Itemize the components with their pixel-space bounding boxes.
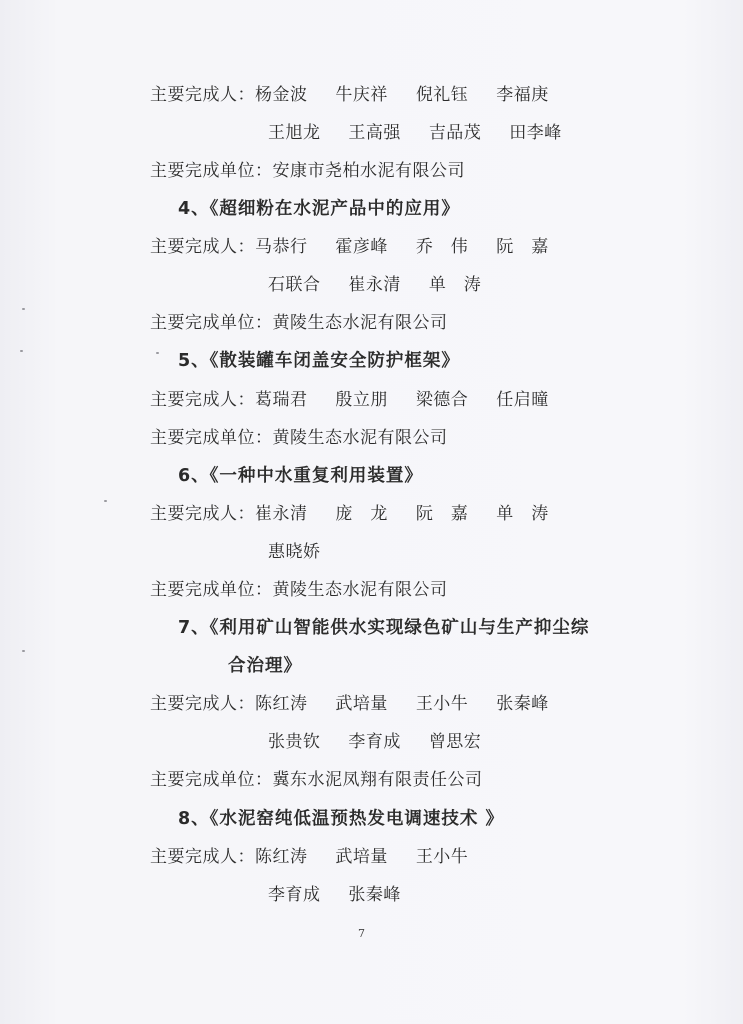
person-name: 曾思宏 xyxy=(428,732,482,752)
people-line xyxy=(150,693,571,715)
person-name: 梁德合 xyxy=(415,390,469,410)
unit-line xyxy=(150,769,483,791)
person-name: 崔永清 xyxy=(348,275,401,295)
person-name: 吉品茂 xyxy=(428,123,482,143)
person-name: 葛瑞君 xyxy=(255,390,308,410)
people-line-continued xyxy=(268,274,503,296)
project-title: 5、《散装罐车闭盖安全防护框架》 xyxy=(178,351,460,371)
people-line xyxy=(150,84,571,106)
person-name: 阮 嘉 xyxy=(415,504,469,524)
people-label: 主要完成人： xyxy=(150,390,255,410)
unit-name: 冀东水泥凤翔有限责任公司 xyxy=(272,770,483,790)
person-name: 单 涛 xyxy=(496,504,549,524)
unit-label: 主要完成单位： xyxy=(150,428,273,448)
project-title-continued: 合治理》 xyxy=(228,656,302,676)
unit-line xyxy=(150,160,465,182)
people-label: 主要完成人： xyxy=(150,85,255,105)
unit-line xyxy=(150,312,448,334)
people-line xyxy=(150,503,571,525)
person-name: 牛庆祥 xyxy=(335,85,388,105)
person-name: 崔永清 xyxy=(255,504,308,524)
person-name: 张贵钦 xyxy=(268,732,321,752)
unit-name: 安康市尧柏水泥有限公司 xyxy=(272,161,465,181)
unit-label: 主要完成单位： xyxy=(150,313,273,333)
person-name: 单 涛 xyxy=(428,275,482,295)
person-name: 任启曈 xyxy=(496,390,549,410)
scan-speck xyxy=(20,350,23,352)
people-line-continued xyxy=(268,884,423,906)
people-label: 主要完成人： xyxy=(150,694,255,714)
unit-label: 主要完成单位： xyxy=(150,770,273,790)
people-line-continued xyxy=(268,122,584,144)
person-name: 石联合 xyxy=(268,275,321,295)
people-line-continued xyxy=(268,541,343,563)
person-name: 王旭龙 xyxy=(268,123,321,143)
people-line xyxy=(150,846,490,868)
unit-label: 主要完成单位： xyxy=(150,161,273,181)
person-name: 张秦峰 xyxy=(496,694,549,714)
scan-speck xyxy=(22,308,25,310)
person-name: 杨金波 xyxy=(255,85,308,105)
person-name: 阮 嘉 xyxy=(496,237,549,257)
project-title: 4、《超细粉在水泥产品中的应用》 xyxy=(178,199,460,219)
people-line-continued xyxy=(268,731,503,753)
person-name: 武培量 xyxy=(335,847,388,867)
project-title: 6、《一种中水重复利用装置》 xyxy=(178,466,423,486)
project-title: 8、《水泥窑纯低温预热发电调速技术 》 xyxy=(178,809,505,829)
person-name: 霍彦峰 xyxy=(335,237,388,257)
person-name: 张秦峰 xyxy=(348,885,401,905)
person-name: 李育成 xyxy=(348,732,401,752)
scan-speck xyxy=(22,650,25,652)
person-name: 王小牛 xyxy=(415,694,469,714)
person-name: 陈红涛 xyxy=(255,847,308,867)
person-name: 马恭行 xyxy=(255,237,308,257)
person-name: 殷立朋 xyxy=(335,390,388,410)
project-title: 7、《利用矿山智能供水实现绿色矿山与生产抑尘综 xyxy=(178,618,590,638)
page-number: 7 xyxy=(358,927,365,940)
people-line xyxy=(150,389,571,411)
people-label: 主要完成人： xyxy=(150,847,255,867)
person-name: 陈红涛 xyxy=(255,694,308,714)
people-line xyxy=(150,236,571,258)
person-name: 惠晓娇 xyxy=(268,542,321,562)
unit-line xyxy=(150,427,448,449)
person-name: 庞 龙 xyxy=(335,504,388,524)
unit-name: 黄陵生态水泥有限公司 xyxy=(272,580,448,600)
person-name: 李福庚 xyxy=(496,85,549,105)
people-label: 主要完成人： xyxy=(150,504,255,524)
person-name: 李育成 xyxy=(268,885,321,905)
person-name: 武培量 xyxy=(335,694,388,714)
unit-name: 黄陵生态水泥有限公司 xyxy=(272,428,448,448)
unit-name: 黄陵生态水泥有限公司 xyxy=(272,313,448,333)
person-name: 乔 伟 xyxy=(415,237,469,257)
person-name: 王小牛 xyxy=(415,847,469,867)
person-name: 田李峰 xyxy=(509,123,562,143)
scan-speck xyxy=(104,500,107,502)
person-name: 王高强 xyxy=(348,123,401,143)
unit-line xyxy=(150,579,448,601)
people-label: 主要完成人： xyxy=(150,237,255,257)
person-name: 倪礼钰 xyxy=(415,85,469,105)
scan-speck xyxy=(156,352,159,354)
unit-label: 主要完成单位： xyxy=(150,580,273,600)
